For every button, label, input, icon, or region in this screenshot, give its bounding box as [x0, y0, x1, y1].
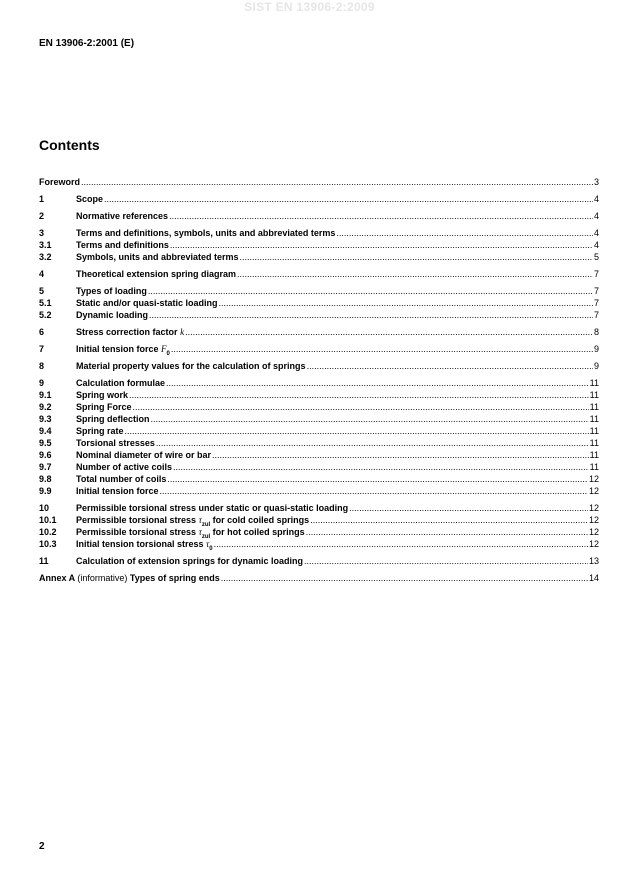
toc-entry-number: 11	[39, 556, 49, 566]
toc-entry-title: Number of active coils	[76, 462, 173, 472]
toc-entry[interactable]	[39, 389, 599, 401]
toc-entry[interactable]	[39, 285, 599, 297]
toc-entry-page: 9	[593, 361, 599, 371]
toc-entry[interactable]	[39, 343, 599, 355]
toc-entry-number: 10.1	[39, 515, 57, 525]
watermark: SIST EN 13906-2:2009	[244, 0, 375, 14]
toc-entry-symbol: F	[161, 344, 167, 354]
toc-dot-leader	[219, 297, 593, 309]
toc-entry-number: 5.2	[39, 310, 52, 320]
toc-entry-title: Terms and definitions, symbols, units and abbreviated terms	[76, 228, 336, 238]
toc-entry-page: 12	[588, 527, 599, 537]
toc-entry-title: Terms and definitions	[76, 240, 169, 250]
toc-entry-number: 9.8	[39, 474, 52, 484]
toc-dot-leader	[240, 251, 593, 263]
toc-entry[interactable]	[39, 227, 599, 239]
toc-dot-leader	[173, 461, 589, 473]
toc-entry-number: 3	[39, 228, 45, 238]
toc-dot-leader	[160, 485, 588, 497]
toc-entry-page: 11	[589, 390, 599, 400]
toc-entry[interactable]	[39, 176, 599, 188]
toc-entry-number: 9.3	[39, 414, 52, 424]
toc-dot-leader	[170, 239, 593, 251]
page-number: 2	[39, 841, 45, 852]
table-of-contents	[39, 176, 599, 584]
toc-entry[interactable]	[39, 437, 599, 449]
toc-entry-title: Calculation of extension springs for dynamic loading	[76, 556, 304, 566]
toc-entry-number: 9	[39, 378, 45, 388]
toc-entry-number: 9.7	[39, 462, 52, 472]
toc-entry-page: 7	[593, 269, 599, 279]
toc-entry[interactable]	[39, 526, 599, 538]
toc-entry[interactable]	[39, 461, 599, 473]
toc-entry[interactable]	[39, 193, 599, 205]
toc-entry-page: 4	[593, 240, 599, 250]
toc-dot-leader	[166, 377, 589, 389]
toc-entry-page: 11	[589, 378, 599, 388]
toc-entry-page: 12	[588, 474, 599, 484]
toc-entry-symbol: τ	[198, 515, 202, 525]
toc-entry[interactable]	[39, 425, 599, 437]
toc-entry-title: Spring work	[76, 390, 129, 400]
toc-entry-number: 9.4	[39, 426, 52, 436]
toc-entry-page: 4	[593, 211, 599, 221]
toc-entry-title: Spring rate	[76, 426, 124, 436]
toc-entry-page: 3	[593, 177, 599, 187]
toc-entry-page: 11	[589, 402, 599, 412]
toc-entry-page: 11	[589, 450, 599, 460]
toc-entry-page: 12	[588, 539, 599, 549]
toc-entry[interactable]	[39, 326, 599, 338]
toc-dot-leader	[167, 473, 588, 485]
toc-entry-title: Permissible torsional stress under static or quasi-static loading	[76, 503, 349, 513]
toc-entry-page: 9	[593, 344, 599, 354]
toc-dot-leader	[104, 193, 593, 205]
toc-dot-leader	[336, 227, 593, 239]
toc-entry-title: Torsional stresses	[76, 438, 155, 448]
toc-entry-page: 12	[588, 503, 599, 513]
toc-entry[interactable]	[39, 538, 599, 550]
toc-entry-title: Material property values for the calculation of springs	[76, 361, 306, 371]
toc-entry[interactable]	[39, 413, 599, 425]
toc-entry-symbol: k	[180, 327, 185, 337]
toc-entry-title: Total number of coils	[76, 474, 167, 484]
toc-entry-title: Initial tension force	[76, 486, 159, 496]
toc-entry-page: 7	[593, 286, 599, 296]
toc-entry-number: 9.2	[39, 402, 52, 412]
toc-entry-page: 11	[589, 462, 599, 472]
toc-entry-title: Permissible torsional stress $\tau_{zul}$ for hot coiled springs	[76, 527, 305, 540]
toc-entry-number: 7	[39, 344, 45, 354]
toc-entry-title: Spring Force	[76, 402, 132, 412]
toc-entry-number: 8	[39, 361, 45, 371]
toc-dot-leader	[169, 210, 593, 222]
toc-entry[interactable]	[39, 401, 599, 413]
toc-entry-number: 9.9	[39, 486, 52, 496]
toc-entry-page: 12	[588, 486, 599, 496]
toc-entry[interactable]	[39, 239, 599, 251]
toc-entry-title: Foreword	[39, 177, 81, 187]
toc-dot-leader	[310, 514, 588, 526]
toc-entry[interactable]	[39, 473, 599, 485]
toc-entry-title: Stress correction factor k	[76, 327, 185, 337]
toc-entry-page: 7	[593, 298, 599, 308]
toc-entry-number: 10.2	[39, 527, 57, 537]
toc-entry[interactable]	[39, 268, 599, 280]
toc-entry-number: 3.1	[39, 240, 52, 250]
toc-entry[interactable]	[39, 514, 599, 526]
toc-entry-page: 11	[589, 414, 599, 424]
toc-dot-leader	[133, 401, 589, 413]
toc-dot-leader	[349, 502, 588, 514]
toc-dot-leader	[214, 538, 588, 550]
toc-entry-title: Dynamic loading	[76, 310, 149, 320]
toc-dot-leader	[307, 360, 593, 372]
toc-entry-page: 7	[593, 310, 599, 320]
toc-dot-leader	[306, 526, 588, 538]
toc-entry-number: 6	[39, 327, 45, 337]
toc-entry[interactable]	[39, 360, 599, 372]
toc-entry[interactable]	[39, 485, 599, 497]
toc-dot-leader	[156, 437, 589, 449]
toc-entry[interactable]	[39, 309, 599, 321]
toc-entry-title: Static and/or quasi-static loading	[76, 298, 218, 308]
toc-dot-leader	[149, 309, 593, 321]
toc-entry[interactable]	[39, 555, 599, 567]
toc-entry[interactable]	[39, 210, 599, 222]
toc-dot-leader	[185, 326, 593, 338]
toc-entry-title: Permissible torsional stress $\tau_{zul}$ for cold coiled springs	[76, 515, 310, 528]
toc-entry-number: 9.6	[39, 450, 52, 460]
toc-entry-page: 8	[593, 327, 599, 337]
toc-dot-leader	[129, 389, 589, 401]
toc-entry-number: 10.3	[39, 539, 57, 549]
toc-entry-number: 10	[39, 503, 50, 513]
toc-entry-page: 4	[593, 194, 599, 204]
toc-entry-title: Theoretical extension spring diagram	[76, 269, 237, 279]
toc-entry-number: 4	[39, 269, 45, 279]
toc-dot-leader	[81, 176, 593, 188]
toc-dot-leader	[148, 285, 593, 297]
toc-entry[interactable]	[39, 251, 599, 263]
toc-dot-leader	[304, 555, 588, 567]
toc-entry-page: 11	[589, 438, 599, 448]
toc-entry-title: Annex A (informative) Types of spring ends	[39, 573, 220, 583]
toc-entry-page: 4	[593, 228, 599, 238]
toc-entry-title: Types of loading	[76, 286, 147, 296]
toc-dot-leader	[221, 572, 588, 584]
toc-entry-title: Initial tension torsional stress $\tau_0$	[76, 539, 213, 552]
toc-entry-number: 5	[39, 286, 45, 296]
toc-entry-title: Scope	[76, 194, 104, 204]
toc-dot-leader	[237, 268, 593, 280]
toc-dot-leader	[125, 425, 589, 437]
toc-entry-title: Initial tension force $F_0$	[76, 344, 170, 357]
toc-entry-title: Normative references	[76, 211, 169, 221]
toc-entry[interactable]	[39, 572, 599, 584]
document-id: EN 13906-2:2001 (E)	[39, 38, 135, 49]
toc-entry[interactable]	[39, 502, 599, 514]
contents-heading: Contents	[39, 137, 100, 153]
toc-entry-page: 5	[593, 252, 599, 262]
toc-entry[interactable]	[39, 377, 599, 389]
toc-entry-page: 14	[588, 573, 599, 583]
toc-entry-page: 13	[588, 556, 599, 566]
toc-entry-page: 11	[589, 426, 599, 436]
toc-dot-leader	[171, 343, 593, 355]
toc-entry-number: 1	[39, 194, 45, 204]
toc-entry-title: Nominal diameter of wire or bar	[76, 450, 212, 460]
toc-entry-number: 9.5	[39, 438, 52, 448]
toc-entry-page: 12	[588, 515, 599, 525]
toc-entry-symbol: τ	[206, 539, 210, 549]
toc-entry-number: 5.1	[39, 298, 52, 308]
toc-dot-leader	[212, 449, 589, 461]
toc-entry-title: Calculation formulae	[76, 378, 166, 388]
toc-entry-symbol: τ	[198, 527, 202, 537]
toc-entry[interactable]	[39, 449, 599, 461]
toc-entry-title: Symbols, units and abbreviated terms	[76, 252, 239, 262]
toc-dot-leader	[151, 413, 589, 425]
toc-entry[interactable]	[39, 297, 599, 309]
toc-entry-number: 2	[39, 211, 45, 221]
toc-entry-number: 3.2	[39, 252, 52, 262]
toc-entry-title: Spring deflection	[76, 414, 150, 424]
toc-entry-number: 9.1	[39, 390, 52, 400]
